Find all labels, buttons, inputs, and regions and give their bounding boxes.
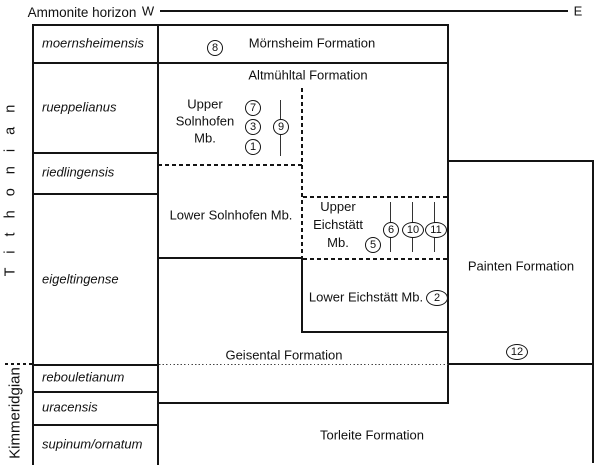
stage-label-tithonian: T i t h o n i a n: [2, 99, 19, 277]
formation-painten: Painten Formation: [467, 258, 575, 274]
lower-eichstaett-left-border: [301, 257, 303, 333]
stage-boundary-tick: [5, 363, 32, 365]
formation-altmuehltal: Altmühltal Formation: [248, 67, 368, 83]
lower-eichstaett-bottom-boundary: [301, 331, 449, 333]
locality-circle-12: 12: [506, 344, 528, 360]
zone-column-right-border: [157, 24, 159, 465]
torleite-top-boundary: [157, 402, 449, 404]
member-upper-eichstaett: Upper Eichstätt Mb.: [313, 199, 363, 250]
locality-circle-6: 6: [383, 222, 399, 238]
west-east-transect-line: [160, 10, 568, 12]
zone-rueppelianus: rueppelianus: [42, 99, 117, 115]
riedlingensis-bottom-boundary: [32, 193, 159, 195]
formation-moernsheim: Mörnsheim Formation: [248, 35, 376, 51]
torleite-right-border: [592, 363, 594, 463]
member-lower-solnhofen: Lower Solnhofen Mb.: [169, 207, 293, 223]
tithonian-kimmeridgian-boundary: [32, 364, 159, 366]
solnhofen-eichstaett-dashed-boundary: [301, 88, 303, 258]
locality-circle-1: 1: [245, 139, 261, 155]
zone-rebouletianum: rebouletianum: [42, 369, 125, 385]
upper-eichstaett-bottom-dashed-boundary: [303, 258, 448, 260]
zone-column-left-border: [32, 24, 34, 465]
stage-label-kimmeridgian: Kimmeridgian: [6, 367, 24, 459]
upper-lower-solnhofen-dashed-boundary: [158, 164, 302, 166]
zone-uracensis: uracensis: [42, 399, 98, 415]
rebouletianum-bottom-boundary: [32, 391, 159, 393]
locality-circle-11: 11: [425, 222, 447, 238]
locality-circle-8: 8: [207, 40, 223, 56]
locality-circle-9: 9: [273, 119, 289, 135]
moernsheim-bottom-boundary: [32, 62, 449, 64]
formation-geisental: Geisental Formation: [225, 347, 343, 363]
locality-circle-2: 2: [426, 290, 448, 306]
rueppelianus-bottom-boundary: [32, 152, 159, 154]
geisental-dotted-stage-boundary: [159, 364, 448, 365]
formation-torleite: Torleite Formation: [319, 427, 425, 443]
member-lower-eichstaett: Lower Eichstätt Mb.: [308, 289, 424, 305]
lower-solnhofen-bottom-boundary: [157, 257, 303, 259]
ammonite-horizon-column-title: Ammonite horizon: [27, 5, 137, 21]
locality-circle-10: 10: [402, 222, 424, 238]
east-label: E: [573, 3, 583, 19]
zone-supinum-ornatum: supinum/ornatum: [42, 436, 143, 452]
locality-circle-5: 5: [365, 237, 381, 253]
main-panel-top-border: [32, 24, 449, 26]
zone-eigeltingense: eigeltingense: [42, 271, 119, 287]
locality-circle-3: 3: [245, 119, 261, 135]
uracensis-bottom-boundary: [32, 424, 159, 426]
west-label: W: [141, 3, 155, 19]
member-upper-solnhofen: Upper Solnhofen Mb.: [175, 96, 235, 146]
zone-moernsheimensis: moernsheimensis: [42, 35, 144, 51]
zone-riedlingensis: riedlingensis: [42, 164, 115, 180]
locality-circle-7: 7: [245, 100, 261, 116]
